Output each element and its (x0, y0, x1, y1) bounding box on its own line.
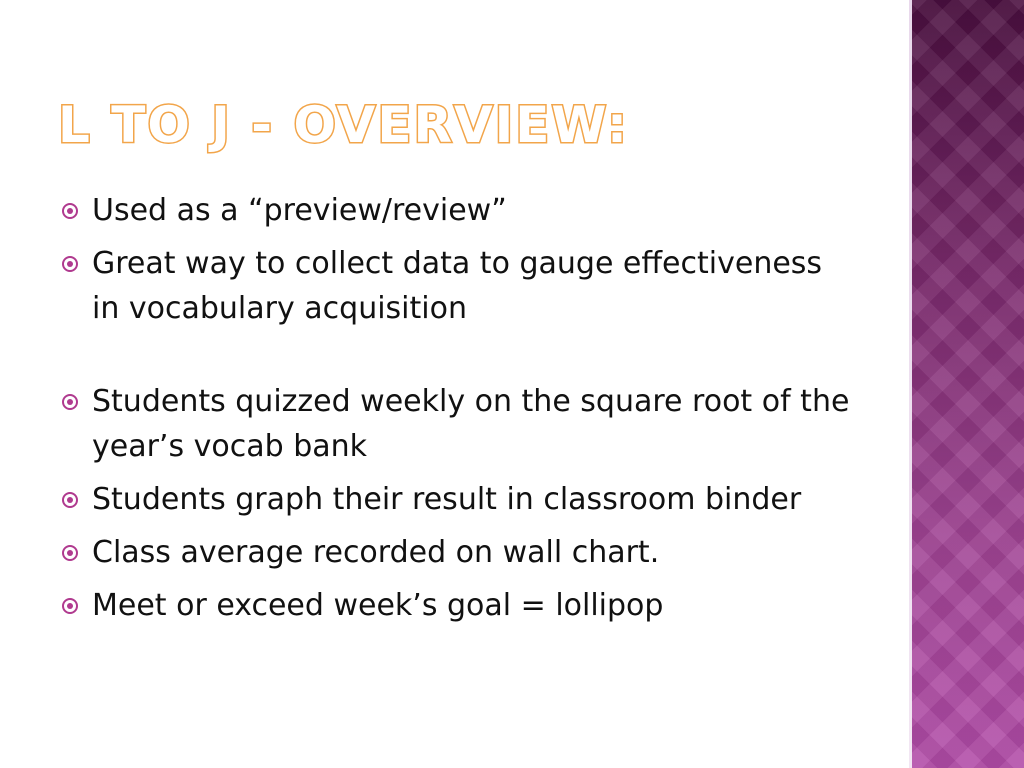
bullet-item (62, 188, 852, 233)
bullet-list (62, 188, 852, 636)
bullet-item (62, 530, 852, 575)
bullet-text: Students quizzed weekly on the square root of the year’s vocab bank (92, 384, 850, 464)
bullet-text: Meet or exceed week’s goal = lollipop (92, 588, 664, 623)
bullet-item (62, 379, 852, 469)
radio-bullet-icon (62, 256, 78, 272)
bullet-item (62, 241, 852, 331)
slide-title: L TO J - OVERVIEW: (58, 96, 630, 154)
radio-bullet-icon (62, 545, 78, 561)
radio-bullet-icon (62, 203, 78, 219)
bullet-text: Class average recorded on wall chart. (92, 535, 660, 570)
bullet-text: Great way to collect data to gauge effectiveness in vocabulary acquisition (92, 246, 823, 326)
radio-bullet-icon (62, 394, 78, 410)
radio-bullet-icon (62, 492, 78, 508)
radio-bullet-icon (62, 598, 78, 614)
bullet-text: Used as a “preview/review” (92, 193, 507, 228)
bullet-spacer (62, 331, 852, 379)
bullet-item (62, 583, 852, 628)
bullet-item (62, 477, 852, 522)
decorative-side-band (912, 0, 1024, 768)
bullet-text: Students graph their result in classroom binder (92, 482, 802, 517)
